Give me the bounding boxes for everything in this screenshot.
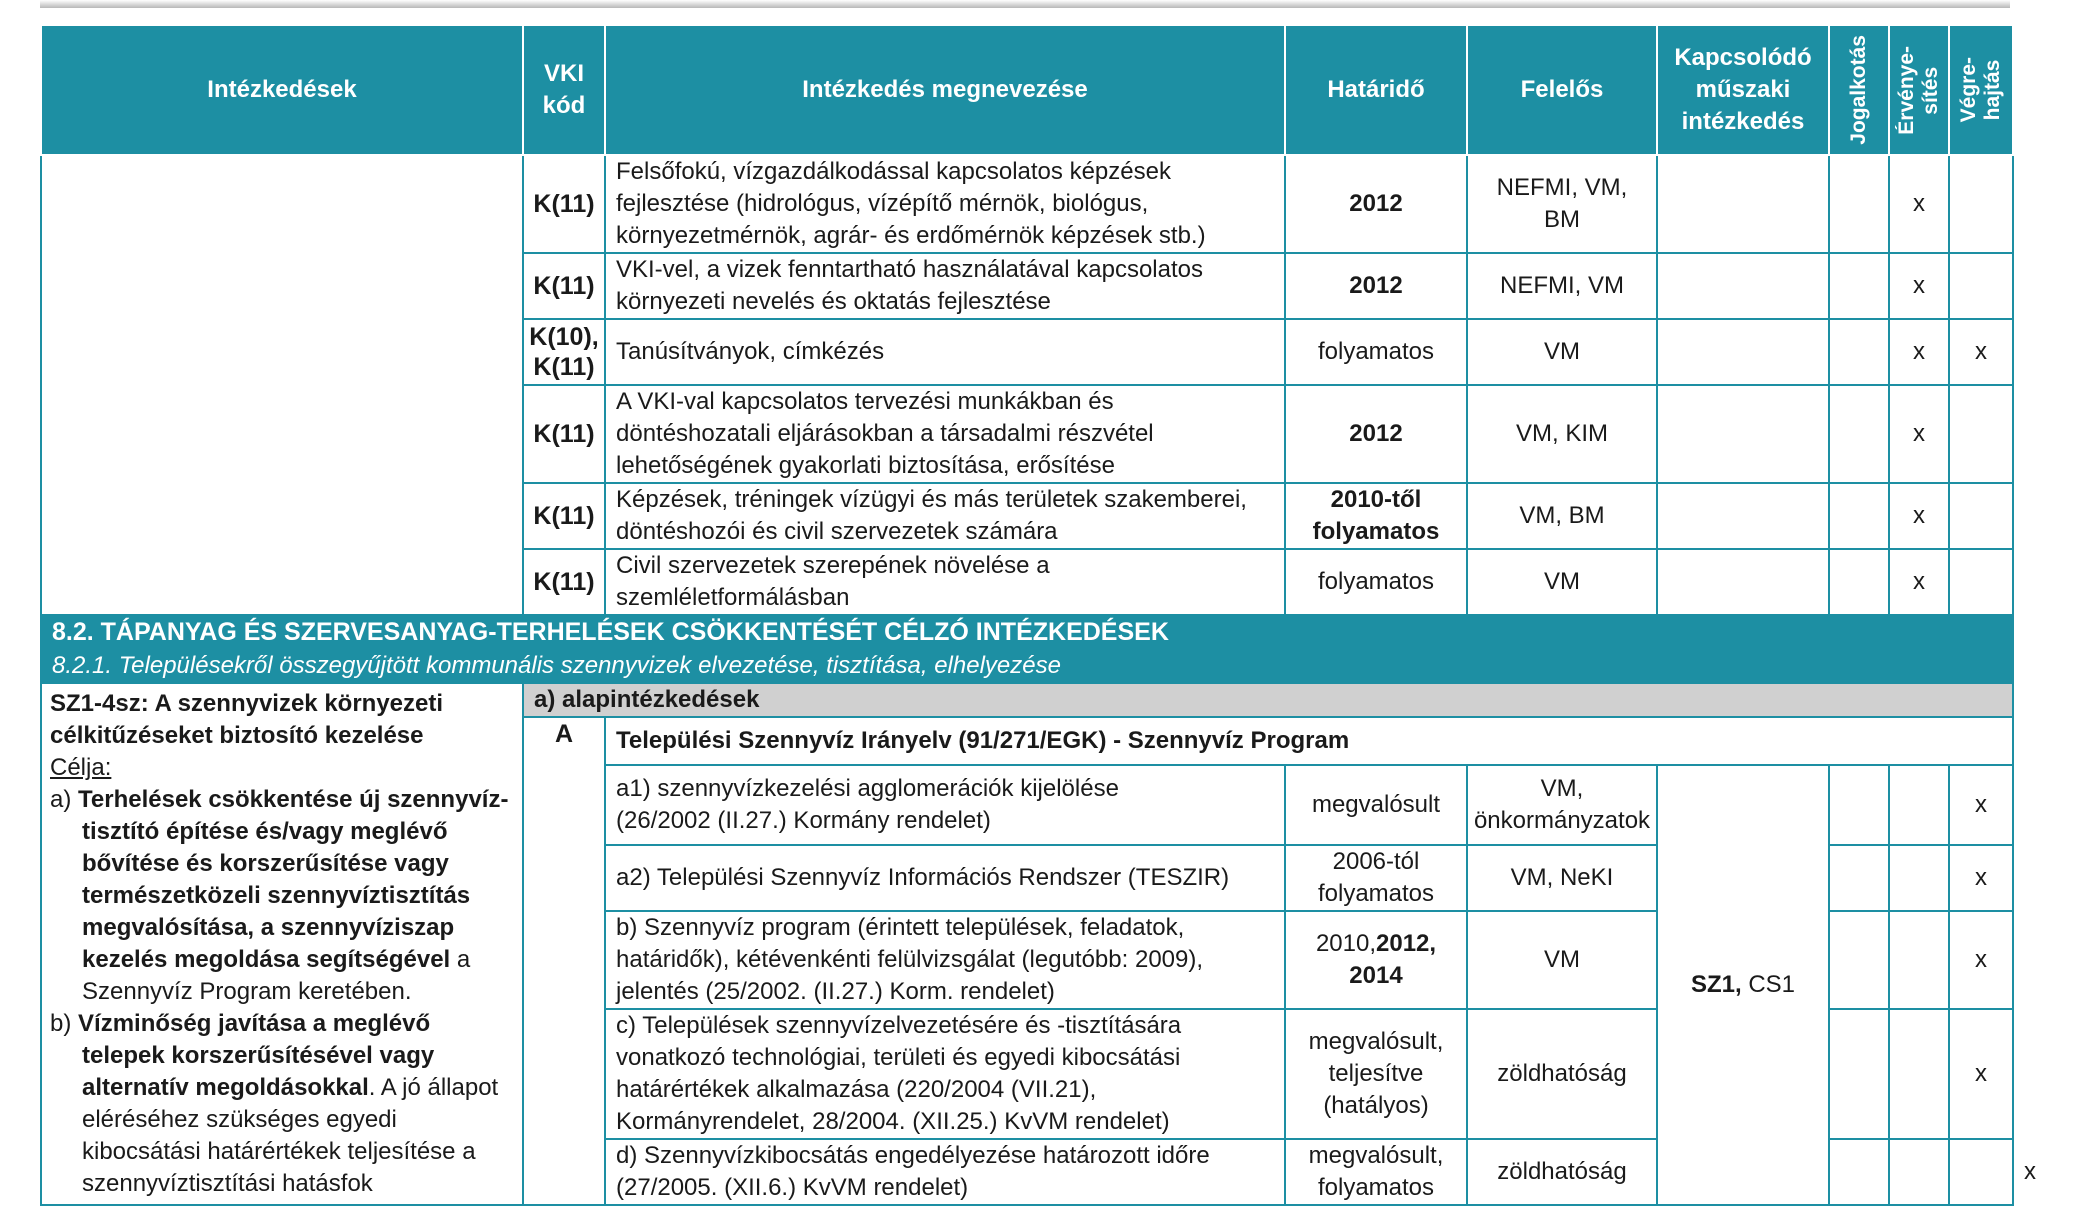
responsible: VM — [1467, 319, 1657, 385]
legislation-mark — [1829, 483, 1889, 549]
technical-measure — [1657, 483, 1829, 549]
section-title-row — [41, 615, 2013, 649]
legislation-mark — [1889, 1139, 1949, 1205]
legislation-mark — [1829, 911, 1889, 1009]
execution-mark: x — [1949, 765, 2013, 845]
enforcement-mark — [1889, 765, 1949, 845]
responsible: VM, BM — [1467, 483, 1657, 549]
technical-measure — [1657, 155, 1829, 253]
goal-a: a) Terhelések csökkentése új szennyvíz-tisztító építése és/vagy meglévő bővítése és korszerűsítése vagy természetközeli szennyvíztisztítás megvalósítása, a szennyvíziszap kezelés megoldása segítségével a Szennyvíz Program keretében. — [50, 786, 509, 1005]
technical-measure — [1657, 253, 1829, 319]
measure-name: Civil szervezetek szerepének növelése a szemléletformálásban — [605, 549, 1285, 615]
header-measure-name: Intézkedés megnevezése — [605, 25, 1285, 155]
technical-measure — [1657, 319, 1829, 385]
technical-measure: SZ1, CS1 — [1657, 765, 1829, 1205]
header-execution: Végre- hajtás — [1949, 25, 2013, 155]
deadline: 2012 — [1285, 253, 1467, 319]
measures-empty-cell — [41, 155, 523, 615]
measure-name: Képzések, tréningek vízügyi és más területek szakemberei, döntéshozói és civil szervezetek számára — [605, 483, 1285, 549]
header-technical-measure: Kapcsolódó műszaki intézkedés — [1657, 25, 1829, 155]
measure-group-title: SZ1-4sz: A szennyvizek környezeti célkitűzéseket biztosító kezelése — [50, 690, 444, 749]
measures-table — [40, 24, 2036, 1206]
program-code: A — [523, 717, 605, 1205]
header-enforcement: Érvénye- sítés — [1889, 25, 1949, 155]
goal-label: Célja: — [50, 754, 112, 781]
deadline: megvalósult, teljesítve (hatályos) — [1285, 1009, 1467, 1139]
deadline: folyamatos — [1285, 549, 1467, 615]
legislation-mark — [1829, 1009, 1889, 1139]
technical-measure — [1657, 549, 1829, 615]
execution-mark — [1949, 155, 2013, 253]
deadline: 2012 — [1285, 155, 1467, 253]
subsection-title-row — [41, 649, 2013, 683]
enforcement-mark: x — [1889, 483, 1949, 549]
responsible: VM, KIM — [1467, 385, 1657, 483]
execution-mark — [1949, 549, 2013, 615]
legislation-mark — [1829, 319, 1889, 385]
enforcement-mark: x — [1889, 385, 1949, 483]
responsible: VM — [1467, 549, 1657, 615]
vki-code: K(11) — [523, 549, 605, 615]
deadline: folyamatos — [1285, 319, 1467, 385]
measure-name: c) Települések szennyvízelvezetésére és -tisztítására vonatkozó technológiai, területi és egyedi kibocsátási határértékek alkalmazása (220/2004 (VII.21), Kormányrendelet, 28/2004. (XII.25.) KvVM rendelet) — [605, 1009, 1285, 1139]
measure-name: a1) szennyvízkezelési agglomerációk kijelölése (26/2002 (II.27.) Kormány rendelet) — [605, 765, 1285, 845]
header-deadline: Határidő — [1285, 25, 1467, 155]
execution-mark: x — [1949, 911, 2013, 1009]
responsible: VM, NeKI — [1467, 845, 1657, 911]
measure-name: d) Szennyvízkibocsátás engedélyezése határozott időre (27/2005. (XII.6.) KvVM rendelet) — [605, 1139, 1285, 1205]
enforcement-mark: x — [1889, 155, 1949, 253]
table-header — [41, 25, 2013, 155]
execution-mark — [1949, 253, 2013, 319]
enforcement-mark — [1889, 911, 1949, 1009]
section-title: 8.2. TÁPANYAG ÉS SZERVESANYAG-TERHELÉSEK CSÖKKENTÉSÉT CÉLZÓ INTÉZKEDÉSEK — [41, 615, 2013, 649]
measure-name: a2) Települési Szennyvíz Információs Rendszer (TESZIR) — [605, 845, 1285, 911]
program-title: Települési Szennyvíz Irányelv (91/271/EGK) - Szennyvíz Program — [605, 717, 2013, 765]
table-row: d) Szennyvízkibocsátás engedélyezése határozott időre (27/2005. (XII.6.) KvVM rendelet) megvalósult, folyamatos zöldhatóság x — [41, 1139, 2013, 1205]
responsible: VM — [1467, 911, 1657, 1009]
top-shadow-bar — [40, 0, 2010, 8]
legislation-mark — [1829, 845, 1889, 911]
goal-b: b) Vízminőség javítása a meglévő telepek korszerűsítésével vagy alternatív megoldásokkal. A jó állapot eléréséhez szükséges egyedi kibocsátási határértékek teljesítése a szennyvíztisztítási hatásfok — [50, 1010, 499, 1197]
responsible: NEFMI, VM — [1467, 253, 1657, 319]
deadline: 2006-tól folyamatos — [1285, 845, 1467, 911]
measure-name: A VKI-val kapcsolatos tervezési munkákban és döntéshozatali eljárásokban a társadalmi részvétel lehetőségének gyakorlati biztosítása, erősítése — [605, 385, 1285, 483]
execution-mark — [1949, 483, 2013, 549]
responsible: VM, önkormányzatok — [1467, 765, 1657, 845]
measure-name: VKI-vel, a vizek fenntartható használatával kapcsolatos környezeti nevelés és oktatás fejlesztése — [605, 253, 1285, 319]
enforcement-mark — [1889, 845, 1949, 911]
legislation-mark — [1829, 385, 1889, 483]
execution-mark: x — [1949, 319, 2013, 385]
vki-code: K(11) — [523, 385, 605, 483]
vki-code: K(11) — [523, 483, 605, 549]
enforcement-mark: x — [1889, 319, 1949, 385]
vki-code: K(11) — [523, 253, 605, 319]
deadline: megvalósult — [1285, 765, 1467, 845]
deadline: 2010,2012, 2014 — [1285, 911, 1467, 1009]
deadline: megvalósult, folyamatos — [1285, 1139, 1467, 1205]
legislation-mark — [1829, 253, 1889, 319]
table-row — [41, 155, 2013, 253]
deadline: 2012 — [1285, 385, 1467, 483]
technical-measure — [1657, 385, 1829, 483]
vki-code: K(10), K(11) — [523, 319, 605, 385]
execution-mark — [1949, 385, 2013, 483]
measure-name: Felsőfokú, vízgazdálkodással kapcsolatos képzések fejlesztése (hidrológus, vízépítő mérnök, biológus, környezetmérnök, agrár- és erdőmérnök képzések stb.) — [605, 155, 1285, 253]
legislation-mark — [1829, 549, 1889, 615]
enforcement-mark: x — [1889, 253, 1949, 319]
vki-code: K(11) — [523, 155, 605, 253]
legislation-mark — [1829, 765, 1889, 845]
execution-mark: x — [1949, 1009, 2013, 1139]
enforcement-mark: x — [1889, 549, 1949, 615]
header-legislation: Jogalkotás — [1829, 25, 1889, 155]
subsection-title: 8.2.1. Településekről összegyűjtött kommunális szennyvizek elvezetése, tisztítása, elhelyezése — [41, 649, 2013, 683]
enforcement-mark — [1889, 1009, 1949, 1139]
enforcement-mark — [1949, 1139, 2013, 1205]
measure-name: b) Szennyvíz program (érintett települések, feladatok, határidők), kétévenkénti felülvizsgálat (legutóbb: 2009), jelentés (25/2002. (II.27.) Korm. rendelet) — [605, 911, 1285, 1009]
execution-mark: x — [1949, 845, 2013, 911]
measure-description — [41, 683, 523, 1205]
basic-measures-row — [41, 683, 2013, 717]
header-measures: Intézkedések — [41, 25, 523, 155]
deadline: 2010-től folyamatos — [1285, 483, 1467, 549]
basic-measures-header: a) alapintézkedések — [523, 683, 2013, 717]
responsible: zöldhatóság — [1467, 1139, 1657, 1205]
legislation-mark — [1829, 155, 1889, 253]
header-responsible: Felelős — [1467, 25, 1657, 155]
header-vki-code: VKI kód — [523, 25, 605, 155]
measure-name: Tanúsítványok, címkézés — [605, 319, 1285, 385]
responsible: zöldhatóság — [1467, 1009, 1657, 1139]
technical-measure — [1829, 1139, 1889, 1205]
responsible: NEFMI, VM, BM — [1467, 155, 1657, 253]
